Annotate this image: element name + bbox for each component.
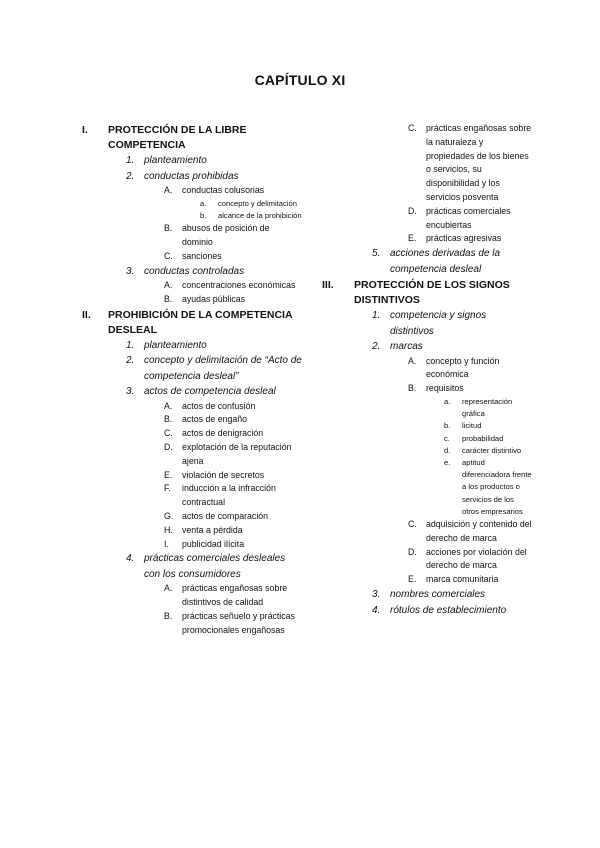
outline-item-number: B. bbox=[164, 414, 173, 425]
outline-item-number: A. bbox=[164, 185, 173, 195]
outline-item-number: 1. bbox=[126, 339, 135, 351]
outline-item-text: inducción a la infracción contractual bbox=[182, 483, 276, 508]
outline-item-text: requisitos bbox=[426, 383, 464, 394]
outline-item-number: E. bbox=[408, 233, 417, 244]
outline-item-number: 2. bbox=[126, 355, 135, 367]
outline-item bbox=[322, 518, 532, 546]
outline-item-text: prácticas señuelo y prácticas promocionales engañosas bbox=[182, 611, 295, 635]
outline-item-text: sanciones bbox=[182, 250, 222, 261]
outline-item-text: explotación de la reputación ajena bbox=[182, 442, 292, 466]
outline-item-number: B. bbox=[408, 383, 417, 394]
outline-item-text: marcas bbox=[390, 341, 423, 353]
outline-item bbox=[322, 339, 532, 355]
chapter-title: CAPÍTULO XI bbox=[254, 72, 346, 88]
outline-item-number: 2. bbox=[372, 341, 381, 353]
outline-item bbox=[82, 413, 302, 427]
outline-item bbox=[322, 278, 532, 308]
outline-item bbox=[82, 469, 302, 483]
outline-item-number: C. bbox=[408, 123, 417, 133]
outline-item bbox=[322, 382, 532, 396]
outline-item bbox=[322, 433, 532, 445]
outline-item-number: A. bbox=[408, 355, 417, 366]
outline-item bbox=[322, 445, 532, 457]
outline-item-text: conductas prohibidas bbox=[144, 170, 239, 182]
outline-item bbox=[322, 546, 532, 574]
outline-item bbox=[322, 420, 532, 432]
outline-item-number: 4. bbox=[126, 553, 135, 565]
outline-item bbox=[82, 222, 302, 250]
outline-item bbox=[82, 510, 302, 524]
outline-item bbox=[322, 457, 532, 518]
outline-item bbox=[82, 184, 302, 198]
outline-item-number: B. bbox=[164, 223, 173, 234]
outline-item-text: conductas colusorias bbox=[182, 185, 265, 195]
outline-item bbox=[82, 198, 302, 210]
outline-item-text: PROTECCIÓN DE LA LIBRE COMPETENCIA bbox=[108, 124, 247, 151]
outline-item-text: prácticas comerciales desleales con los consumidores bbox=[144, 553, 286, 580]
outline-item bbox=[82, 264, 302, 280]
outline-item-text: concepto y función económica bbox=[426, 355, 500, 380]
outline-item bbox=[82, 169, 302, 185]
outline-item-number: b. bbox=[200, 211, 207, 220]
outline-item-number: I. bbox=[82, 124, 88, 136]
outline-item-text: acciones derivadas de la competencia desleal bbox=[390, 248, 501, 275]
outline-item bbox=[82, 400, 302, 414]
outline-item-text: adquisición y contenido del derecho de marca bbox=[426, 519, 532, 543]
outline-item-text: concepto y delimitación de “Acto de competencia desleal” bbox=[144, 355, 302, 382]
outline-item-number: 2. bbox=[126, 170, 135, 182]
outline-item bbox=[82, 279, 302, 293]
outline-item bbox=[322, 396, 532, 420]
outline-item bbox=[82, 123, 302, 153]
outline-item-number: D. bbox=[164, 442, 173, 453]
outline-item bbox=[82, 524, 302, 538]
outline-item bbox=[322, 355, 532, 383]
outline-item bbox=[322, 573, 532, 587]
outline-item-text: aptitud diferenciadora frente a los productos o servicios de los otros empresarios bbox=[462, 458, 532, 516]
outline-item-text: prácticas engañosas sobre distintivos de calidad bbox=[182, 583, 288, 608]
outline-item-number: C. bbox=[408, 519, 417, 530]
outline-item-number: A. bbox=[164, 400, 173, 411]
outline-item bbox=[82, 427, 302, 441]
outline-item-text: competencia y signos distintivos bbox=[390, 310, 487, 337]
outline-item-number: III. bbox=[322, 279, 334, 292]
outline-item-number: C. bbox=[164, 428, 173, 439]
outline-item-text: nombres comerciales bbox=[390, 589, 486, 601]
outline-item-text: actos de confusión bbox=[182, 400, 256, 411]
outline-item-number: B. bbox=[164, 611, 173, 622]
outline-item-number: e. bbox=[444, 458, 451, 468]
outline-item-number: D. bbox=[408, 546, 417, 557]
outline-item-number: D. bbox=[408, 205, 417, 216]
outline-item-text: abusos de posición de dominio bbox=[182, 223, 270, 247]
outline-item-number: a. bbox=[444, 397, 451, 407]
outline-item-text: violación de secretos bbox=[182, 469, 265, 480]
outline-item-text: planteamiento bbox=[144, 155, 207, 166]
outline-item bbox=[322, 122, 532, 205]
outline-item-number: 3. bbox=[372, 589, 381, 601]
outline-item-number: II. bbox=[82, 308, 91, 321]
outline-item-number: 3. bbox=[126, 265, 135, 277]
outline-item-text: licitud bbox=[462, 421, 482, 431]
outline-item bbox=[322, 587, 532, 603]
outline-item-text: prácticas engañosas sobre la naturaleza y propiedades de los bienes o servicios, su disponibilidad y los servicios posventa bbox=[426, 123, 532, 202]
outline-item bbox=[82, 353, 302, 384]
outline-item bbox=[82, 338, 302, 354]
outline-item-text: actos de engaño bbox=[182, 414, 248, 425]
outline-item-text: conductas controladas bbox=[144, 265, 245, 277]
outline-item bbox=[82, 293, 302, 307]
outline-item bbox=[82, 308, 302, 338]
outline-item-text: planteamiento bbox=[144, 339, 207, 351]
outline-item bbox=[82, 482, 302, 510]
outline-item-text: publicidad ilícita bbox=[182, 538, 245, 549]
outline-item-number: H. bbox=[164, 524, 173, 535]
outline-item bbox=[82, 441, 302, 469]
outline-item-number: E. bbox=[164, 469, 173, 480]
outline-item bbox=[322, 308, 532, 339]
outline-item bbox=[322, 603, 532, 619]
outline-item bbox=[82, 582, 302, 610]
outline-item-text: concepto y delimitación bbox=[218, 198, 297, 208]
outline-item-number: 3. bbox=[126, 386, 135, 398]
outline-item-number: C. bbox=[164, 250, 173, 261]
outline-item-number: d. bbox=[444, 445, 451, 455]
outline-item-number: 4. bbox=[372, 604, 381, 616]
outline-item-text: PROHIBICIÓN DE LA COMPETENCIA DESLEAL bbox=[108, 308, 293, 336]
outline-item-text: actos de competencia desleal bbox=[144, 386, 276, 398]
outline-item bbox=[322, 232, 532, 246]
outline-item-text: actos de denigración bbox=[182, 428, 264, 439]
outline-item bbox=[82, 538, 302, 552]
outline-item-number: a. bbox=[200, 198, 207, 208]
outline-item-text: actos de comparación bbox=[182, 511, 269, 522]
outline-right-column bbox=[322, 122, 532, 618]
outline-item-number: G. bbox=[164, 511, 174, 522]
outline-item-number: 1. bbox=[372, 310, 381, 322]
outline-item-text: alcance de la prohibición bbox=[218, 211, 302, 220]
outline-item bbox=[82, 384, 302, 400]
outline-item-text: carácter distintivo bbox=[462, 445, 522, 455]
outline-item-number: E. bbox=[408, 574, 417, 585]
outline-left-column bbox=[82, 122, 302, 638]
outline-item-text: ayudas públicas bbox=[182, 293, 246, 304]
outline-item-number: B. bbox=[164, 293, 173, 304]
outline-item-number: b. bbox=[444, 421, 451, 431]
outline-item-text: marca comunitaria bbox=[426, 574, 499, 585]
outline-item bbox=[322, 205, 532, 233]
outline-item-number: I. bbox=[164, 538, 169, 549]
outline-item-number: A. bbox=[164, 583, 173, 594]
outline-item-text: representación gráfica bbox=[462, 397, 513, 419]
outline-item bbox=[82, 153, 302, 169]
outline-item bbox=[82, 210, 302, 222]
outline-item-number: F. bbox=[164, 483, 171, 494]
outline-item-text: concentraciones económicas bbox=[182, 280, 296, 291]
outline-item-text: rótulos de establecimiento bbox=[390, 604, 507, 616]
outline-item-text: PROTECCIÓN DE LOS SIGNOS DISTINTIVOS bbox=[354, 279, 510, 307]
outline-item-text: venta a pérdida bbox=[182, 524, 243, 535]
outline-item-number: c. bbox=[444, 433, 450, 443]
outline-item-number: 1. bbox=[126, 155, 135, 166]
outline-item-number: A. bbox=[164, 280, 173, 291]
outline-item-number: 5. bbox=[372, 248, 381, 260]
outline-item-text: prácticas comerciales encubiertas bbox=[426, 205, 511, 230]
outline-item-text: acciones por violación del derecho de marca bbox=[426, 546, 527, 571]
outline-item-text: prácticas agresivas bbox=[426, 233, 502, 244]
outline-item bbox=[322, 246, 532, 277]
outline-item bbox=[82, 551, 302, 582]
outline-item-text: probabilidad bbox=[462, 433, 504, 443]
outline-item bbox=[82, 610, 302, 638]
outline-item bbox=[82, 250, 302, 264]
